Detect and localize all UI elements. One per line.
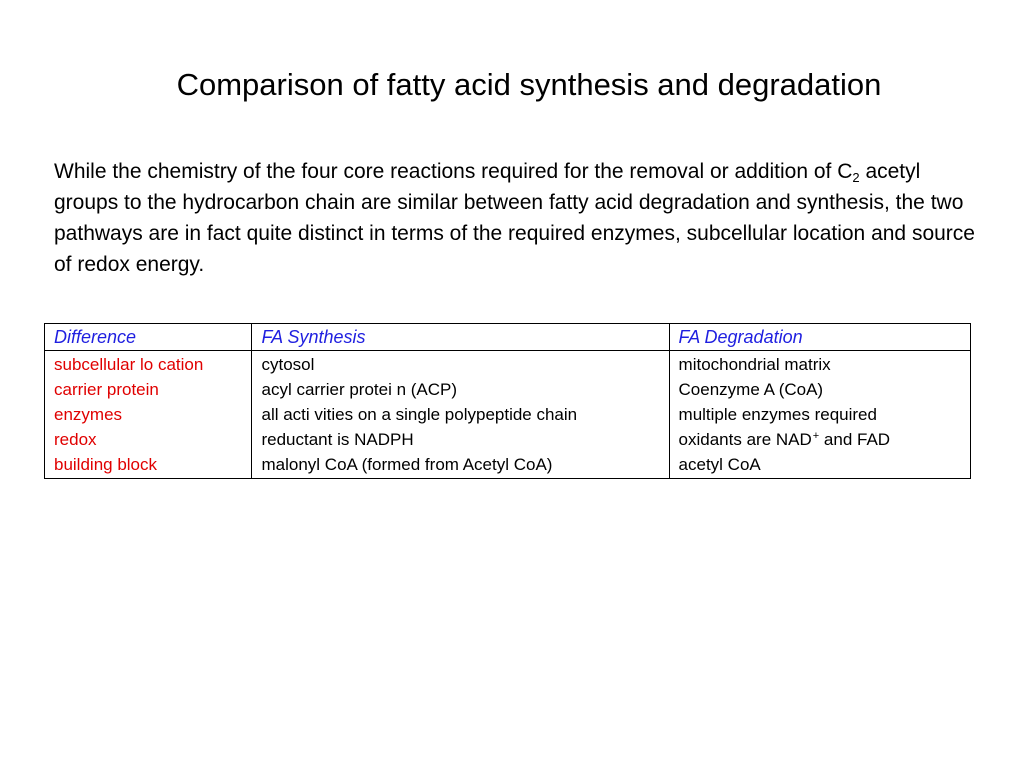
synthesis-cell: cytosol: [252, 351, 669, 378]
synthesis-cell: reductant is NADPH: [252, 427, 669, 452]
degradation-cell: mitochondrial matrix: [669, 351, 970, 378]
table-row: [45, 402, 971, 427]
comparison-table: [44, 323, 971, 479]
table-row: [45, 351, 971, 378]
degradation-cell: Coenzyme A (CoA): [669, 377, 970, 402]
difference-cell: enzymes: [45, 402, 252, 427]
degradation-cell: acetyl CoA: [669, 452, 970, 479]
degradation-text-after: and FAD: [819, 430, 891, 449]
table-header-row: [45, 324, 971, 351]
intro-subscript: 2: [852, 170, 860, 185]
degradation-cell: multiple enzymes required: [669, 402, 970, 427]
table-row: [45, 427, 971, 452]
degradation-text: oxidants are NAD: [678, 430, 812, 449]
difference-cell: building block: [45, 452, 252, 479]
intro-paragraph: [54, 156, 984, 280]
synthesis-cell: acyl carrier protei n (ACP): [252, 377, 669, 402]
synthesis-cell: all acti vities on a single polypeptide chain: [252, 402, 669, 427]
superscript-plus: +: [812, 430, 820, 442]
header-fa-degradation: FA Degradation: [669, 324, 970, 351]
intro-text-part-2: acetyl groups to the hydrocarbon chain are similar between fatty acid degradation and synthesis, the two pathways are in fact quite distinct in terms of the required enzymes, subcellular location and source of redox energy.: [54, 160, 975, 276]
header-difference: Difference: [45, 324, 252, 351]
slide-title: Comparison of fatty acid synthesis and degradation: [176, 66, 882, 102]
difference-cell: carrier protein: [45, 377, 252, 402]
synthesis-cell: malonyl CoA (formed from Acetyl CoA): [252, 452, 669, 479]
header-fa-synthesis: FA Synthesis: [252, 324, 669, 351]
intro-text-part-1: While the chemistry of the four core reactions required for the removal or addition of C: [54, 160, 853, 183]
difference-cell: subcellular lo cation: [45, 351, 252, 378]
degradation-cell: [669, 427, 970, 452]
table-row: [45, 377, 971, 402]
difference-cell: redox: [45, 427, 252, 452]
table-row: [45, 452, 971, 479]
